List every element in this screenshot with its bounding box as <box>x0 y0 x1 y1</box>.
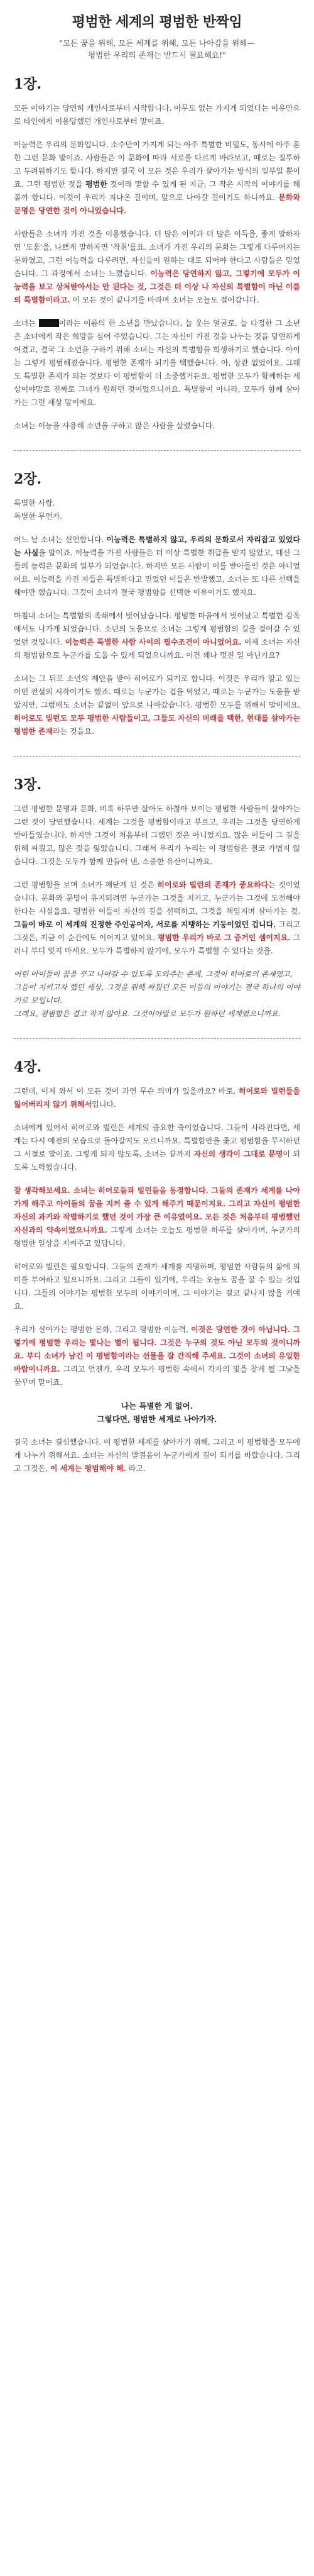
paragraph-text: 이 모든 것이 끝나기를 바라며 소녀는 오늘도 걸어갑니다. <box>70 296 259 304</box>
paragraph-text: 그런 평범한 문명과 문화, 비록 하루만 살아도 하찮아 보이는 평범한 사람들이 살아가는 그런 것이 당연했습니다. 세계는 그것을 평범함이라고 부르고, 우리는 그것을 당연하게 받아들였습니다. 하지만 그것이 처음부터 그랬던 것은 아니었지요. 많은 이들이 그 길을 위해 싸웠고, 많은 것을 잃었습니다. 그래서 우리가 누리는 이 평범함은 결코 가볍지 않습니다. 그것은 모두가 함께 만들어 낸, 소중한 유산이니까요. <box>14 804 300 866</box>
paragraph-text: 소녀에게 있어서 히어로와 빌런은 세계의 중요한 축이었습니다. 그들이 사라진다면, 세계는 다시 예전의 모습으로 돌아갈지도 모르니까요. 특별함만을 좇고 평범함을 무시하던 그 시절로 말이죠. 그렇게 되지 않도록, 소녀는 끝까지 <box>14 1123 300 1158</box>
paragraph <box>14 228 300 307</box>
paragraph <box>14 879 300 958</box>
paragraph-text: 특별한 사람. <box>14 499 55 508</box>
paragraph-text: 이 되도록 노력했습니다. <box>14 1150 301 1172</box>
paragraph-text: 이능력은 우리의 문화입니다. 소수만이 가지게 되는 아주 특별한 비밀도, 동시에 아주 흔한 그런 문화 말이죠. 사람들은 이 문화에 따라 서로를 다르게 바라보고, 때로는 질투하고 두려워하기도 합니다. 하지만 결국 이 모든 것은 우리가 살아가는 방식의 일부일 뿐이죠. 그런 평범한 것을 <box>14 140 300 189</box>
paragraph-text: 이제 소녀는 자신의 평범함으로 누군가를 도울 수 있게 되었으니까요. 이건 꽤나 멋진 일 아닌가요? <box>14 638 301 660</box>
chapter-heading: 2장. <box>14 471 42 487</box>
emphasis-bold-text: 평범한 <box>85 180 107 189</box>
paragraph-text: 을 말이죠. 이능력을 가진 사람들은 더 이상 특별한 취급을 받지 않았고, 대신 그들의 능력은 문화의 일부가 되었습니다. 하지만 모든 사람이 이를 받아들인 것은 아니었어요. 이능력을 가진 자들은 특별하다고 믿었던 이들은 반발했고, 소녀는 또 다른 선택을 해야만 했습니다. 그것이 소녀가 결국 평범함을 선택한 이유이기도 했지요. <box>14 548 300 597</box>
emphasis-bold-text: 이능력은 특별하지 않고, 우리의 문화로서 자리잡고 있었다는 사실 <box>14 535 300 557</box>
paragraph <box>14 1323 300 1389</box>
paragraph-text: 특별한 무언가. <box>14 512 63 521</box>
paragraph-text: 모든 이야기는 당연히 개인사로부터 시작합니다. 아무도 없는 가지게 되었다는 이유만으로 타인에게 이용당했던 개인사로부터 말이죠. <box>14 104 300 126</box>
paragraph-text: 소녀는 <box>14 319 39 328</box>
emphasis-red-text: 히어로도 빌런도 모두 평범한 사람들이고, 그들도 자신의 미래를 택한, 현대를 살아가는 평범한 존재 <box>14 714 300 736</box>
paragraph-text: 나는 특별한 게 없어. <box>121 1401 193 1411</box>
emphasis-bold-text: 그들이 바로 이 세계의 진정한 주인공이자, 서로를 지탱하는 기둥이었던 겁니다. <box>14 920 276 929</box>
chapters-container <box>14 74 300 1475</box>
paragraph <box>14 419 300 433</box>
paragraph-text: 히어로와 빌런은 필요합니다. 그들의 존재가 세계를 지탱하며, 평범한 사람들의 삶에 의미를 부여하고 있으니까요. 그리고 그들이 있기에, 우리는 오늘도 꿈을 꿀 수 있는 것입니다. 그들의 이야기는 평범한 모두의 이야기이며, 그 이야기는 결코 끝나지 않을 거예요. <box>14 1262 300 1311</box>
paragraph-text: 는 것이었습니다. 문화와 문명이 유지되려면 누군가는 그것을 지키고, 누군가는 그것에 도전해야 한다는 사실을요. 평범한 이들이 자신의 길을 선택하고, 그것을 책임지며 살아가는 것. <box>14 880 300 916</box>
emphasis-red-text: 문화와 문명은 당연한 것이 아니었습니다. <box>14 193 300 215</box>
document-subtitle <box>14 37 300 61</box>
paragraph <box>14 1260 300 1313</box>
paragraph-text: 이라는 이름의 한 소년을 만났습니다. 늘 웃는 얼굴로, 늘 다정한 그 소년은 소녀에게 작은 희망을 심어 주었습니다. 그는 자신이 가진 것을 나누는 것을 당연하게 여겼고, 결국 그 소년을 구하기 위해 소녀는 자신의 특별함을 희생하기로 했습니다. 아이는 그렇게 평범해졌습니다. 평범한 존재가 되기를 택했습니다. 아, 상관 없었어요. 그래도 특별한 존재가 되는 것보다 이 평범함이 더 소중했거든요. 평범한 모두가 함께하는 세상이야말로 진짜로 그녀가 원하던 것이었으니까요. 특별함이 아니라, 모두가 함께 살아가는 그런 세상 말이에요. <box>14 319 300 407</box>
paragraph <box>14 1184 300 1250</box>
chapter-section <box>14 774 300 1021</box>
emphasis-red-text: 이능력은 특별한 사람 사이의 필수조건이 아니었어요. <box>65 638 242 647</box>
paragraph-text: 어느 날 소녀는 선언합니다. <box>14 535 107 544</box>
paragraph-text: 그러니 부디 잊지 마세요. 모두가 특별하지 않기에, 모두가 특별할 수 있다는 것을. <box>14 933 300 955</box>
paragraph-text: 그런 평범함을 보며 소녀가 깨닫게 된 것은 <box>14 880 158 889</box>
emphasis-red-text: 이것은 당연한 것이 아닙니다. <box>191 1325 290 1334</box>
paragraph-text: 소녀는 그 뒤로 소년의 제안을 받아 히어로가 되기로 합니다. 이것은 우리가 알고 있는 어떤 전설의 시작이기도 했죠. 때로는 누군가는 겁을 먹었고, 때로는 누군가는 도움을 받았지만, 그럼에도 소녀는 끝없이 앞으로 나아갔습니다. 평범한 모두를 위해서 말이에요. <box>14 674 300 709</box>
emphasis-red-text: 히어로와 빌런의 존재가 중요하다 <box>157 880 269 889</box>
paragraph <box>14 317 300 409</box>
paragraph-text: 것이라 말할 수 있게 된 지금, 그 작은 시작의 이야기를 해볼까 합니다. 이것이 우리가 지나온 길이며, 앞으로 나아갈 길이기도 하니까요. <box>14 180 300 202</box>
subtitle-line: 평범한 우리의 존재는 반드시 필요해요!" <box>88 50 226 60</box>
emphasis-red-text: 잘 생각해보세요. 소녀는 히어로들과 빌런들을 동경합니다. 그들의 존재가 세계를 나아가게 해주고 아이들의 꿈을 지켜 줄 수 있게 해주기 때문이지요. <box>14 1186 300 1208</box>
paragraph-text: 그렇게 소녀는 오늘도 평범한 하루를 살아가며, 누군가의 평범한 일상을 지켜주고 있답니다. <box>14 1226 300 1248</box>
paragraph <box>14 1436 300 1475</box>
section-divider <box>14 756 300 757</box>
paragraph-text: 소녀는 이능을 사용해 소년을 구하고 많은 사람을 살렸습니다. <box>14 421 215 430</box>
emphasis-red-text: 그리고 자신이 평범한 자신의 과거와 작별하기로 했던 것이 가장 큰 이유였어요. 모든 것은 처음부터 평범했던 자신과의 약속이었으니까요. <box>14 1199 300 1235</box>
section-divider <box>14 450 300 451</box>
paragraph <box>14 1085 300 1111</box>
paragraph-text: 그렇다면, 평범한 세계로 나아가자. <box>97 1414 217 1424</box>
paragraph-text: 그리고 언젠가, 우리 모두가 평범함 속에서 각자의 빛을 찾게 될 그날을 꿈꾸며 말이죠. <box>14 1365 300 1387</box>
redacted-name-block <box>39 319 59 327</box>
chapter-heading: 3장. <box>14 777 42 793</box>
chapter-heading: 1장. <box>14 76 42 92</box>
highlight-quote <box>14 1399 300 1426</box>
paragraph <box>14 533 300 599</box>
emphasis-red-text: 평범한 우리가 바로 그 증거인 셈이지요. <box>157 933 291 942</box>
paragraph-text: 마침내 소녀는 특별함의 족쇄에서 벗어났습니다. 평범한 마을에서 벗어났고 특별한 감옥에서도 나가게 되었습니다. 소년의 도움으로 소녀는 그렇게 평범함의 길을 걸어갈 수 있었던 것입니다. <box>14 611 300 647</box>
paragraph-text: 라는 것을요. <box>53 727 94 736</box>
paragraph <box>14 497 300 523</box>
paragraph-text: 그런데, 이제 와서 이 모든 것이 과연 무슨 의미가 있을까요? 바로, <box>14 1087 239 1096</box>
chapter-heading: 4장. <box>14 1059 42 1075</box>
chapter-section <box>14 74 300 433</box>
paragraph <box>14 672 300 738</box>
paragraph-text: 그리고 그것은, 지금 이 순간에도 이어지고 있어요. <box>14 920 301 942</box>
paragraph-text: 입니다. <box>92 1100 116 1109</box>
paragraph-text: 우리가 살아가는 평범한 문화, 그리고 평범한 이능력, <box>14 1325 192 1334</box>
emphasis-red-text: 이 세계는 평범해야 해. <box>50 1464 126 1473</box>
paragraph <box>14 609 300 662</box>
paragraph <box>14 138 300 218</box>
paragraph-text: 그래요, 평범함은 결코 작지 않아요. 그것이야말로 모두가 원하던 세계였으니까요. <box>14 1009 281 1018</box>
paragraph-text: 라고. <box>126 1464 146 1473</box>
emphasis-red-text: 자신의 생각이 그대로 문명 <box>193 1150 283 1158</box>
chapter-section <box>14 1057 300 1475</box>
emphasis-red-text: 그렇기에 평범한 우리는 빛나는 별이 됩니다. 그것은 누구의 것도 아닌 모두의 것이니까요. 부디 소녀가 남긴 이 평범함이라는 선물을 잘 간직해 주세요. 그것이 소녀의 유일한 바람이니까요. <box>14 1325 300 1374</box>
emphasis-red-text: 이능력은 당연하지 않고, 그렇기에 모두가 이능력을 보고 상처받아서는 안 된다는 것, 그것은 더 이상 나 자신의 특별함이 아닌 이름의 특별함이라고. <box>14 269 300 304</box>
section-divider <box>14 1038 300 1039</box>
paragraph-text: 어린 아이들이 꿈을 꾸고 나아갈 수 있도록 도와주는 존재, 그것이 히어로의 존재였고, <box>14 970 293 979</box>
paragraph-text: 그들이 지키고자 했던 세상, 그것을 위해 싸웠던 모든 이들의 이야기는 결국 하나의 이야기로 모입니다. <box>14 983 300 1005</box>
paragraph <box>14 802 300 869</box>
paragraph <box>14 1121 300 1174</box>
paragraph <box>14 102 300 128</box>
chapter-section <box>14 469 300 738</box>
document-title: 평범한 세계의 평범한 반짝임 <box>72 14 242 30</box>
paragraph <box>14 968 300 1021</box>
subtitle-line: "모든 꿈을 위해, 모든 세계를 위해, 모든 나아감을 위해— <box>59 38 255 48</box>
paragraph-text: 사람들은 소녀가 가진 것을 이용했습니다. 더 많은 이익과 더 많은 이득을, 좋게 말하자면 '도움'을, 나쁘게 말하자면 '착취'를요. 소녀가 가진 우리의 문화는 그렇게 다루어지는 문화였고, 그런 이능력을 다루려면, 자신들이 원하는 대로 되어야 한다고 사람들은 믿었습니다. 그 과정에서 소녀는 느꼈습니다. <box>14 230 300 278</box>
paragraph-text: 결국 소녀는 결심했습니다. 이 평범한 세계를 살아가기 위해, 그리고 이 평범함을 모두에게 나누기 위해서요. 소녀는 자신의 발걸음이 누군가에게 길이 되기를 바랐습니다. 그리고 그것은, <box>14 1438 300 1473</box>
emphasis-red-text: 히어로와 빌런들을 잃어버리지 않기 위해서 <box>14 1087 301 1109</box>
